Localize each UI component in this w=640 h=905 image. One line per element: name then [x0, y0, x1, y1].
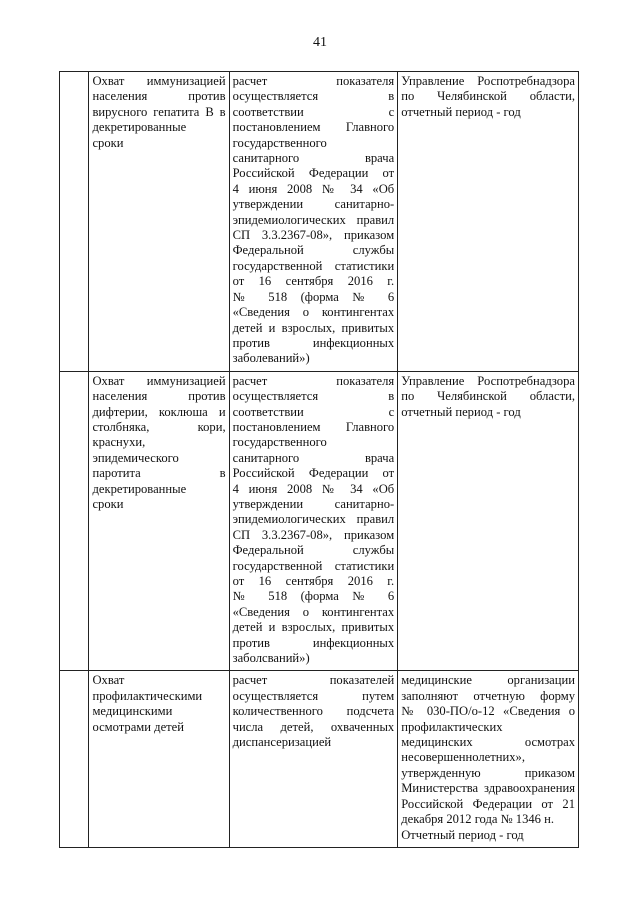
text-line: заполняют отчетную форму	[401, 688, 575, 703]
data-source-cell	[398, 72, 579, 372]
text-line: Федеральной службы	[232, 543, 395, 558]
text-line: соответствии с	[232, 104, 395, 119]
text-line: краснухи,	[92, 435, 146, 450]
text-line: утвержденную приказом	[401, 765, 575, 780]
text-line: № 518 (форма № 6	[232, 589, 395, 604]
text-line: медицинских осмотрах	[401, 735, 575, 750]
row-number-cell	[60, 371, 89, 671]
text-line: диспансеризацией	[232, 735, 332, 750]
text-line: отчетный период - год	[401, 104, 521, 119]
text-line: осуществляется путем	[232, 688, 395, 703]
text-line: СП 3.3.2367-08», приказом	[232, 527, 395, 542]
page-number: 41	[313, 35, 327, 50]
text-line: утверждении санитарно-	[232, 197, 395, 212]
text-line: сроки	[92, 496, 124, 511]
text-line: № 518 (форма № 6	[232, 289, 395, 304]
indicator-name-cell	[89, 671, 229, 847]
text-line: детей и взрослых, привитых	[232, 320, 395, 335]
table-row	[60, 72, 579, 372]
text-line: Управление Роспотребнадзора	[401, 74, 575, 88]
text-line: Управление Роспотребнадзора	[401, 373, 575, 388]
text-line: по Челябинской области,	[401, 89, 575, 104]
text-line: эпидемического	[92, 450, 179, 465]
row-number-cell	[60, 671, 89, 847]
text-line: декретированные	[92, 120, 187, 135]
text-line: числа детей, охваченных	[232, 719, 395, 734]
text-line: от 16 сентября 2016 г.	[232, 574, 395, 588]
text-line: расчет показателя	[232, 373, 395, 388]
text-line: населения против	[92, 389, 226, 404]
text-line: эпидемиологических правил	[232, 212, 395, 227]
text-line: по Челябинской области,	[401, 389, 575, 404]
text-line: медицинские организации	[401, 673, 575, 688]
indicator-name-cell	[89, 371, 229, 671]
text-line: сроки	[92, 135, 124, 150]
text-line: медицинскими	[92, 704, 173, 719]
text-line: паротита в	[92, 466, 226, 481]
text-line: государственной статистики	[232, 258, 395, 273]
text-line: соответствии с	[232, 404, 395, 419]
text-line: санитарного врача	[232, 450, 395, 465]
text-line: Российской Федерации от	[232, 466, 395, 481]
text-line: декабря 2012 года № 1346 н.	[401, 812, 555, 827]
text-line: СП 3.3.2367-08», приказом	[232, 228, 395, 243]
text-line: Министерства здравоохранения	[401, 781, 575, 796]
text-line: декретированные	[92, 481, 187, 496]
text-line: профилактическими	[92, 688, 203, 703]
text-line: осуществляется в	[232, 89, 395, 104]
indicators-table	[59, 71, 579, 848]
text-line: Охват иммунизацией	[92, 373, 226, 388]
text-line: вирусного гепатита В в	[92, 104, 226, 119]
data-source-cell	[398, 371, 579, 671]
text-line: расчет показателей	[232, 673, 395, 688]
row-number-cell	[60, 72, 89, 372]
text-line: столбняка, кори,	[92, 419, 226, 434]
text-line: санитарного врача	[232, 151, 395, 166]
calculation-method-cell	[229, 371, 398, 671]
text-line: осуществляется в	[232, 389, 395, 404]
text-line: расчет показателя	[232, 74, 395, 88]
text-line: профилактических	[401, 719, 503, 734]
text-line: против инфекционных	[232, 635, 395, 650]
indicator-name-cell	[89, 72, 229, 372]
text-line: осмотрами детей	[92, 719, 184, 734]
text-line: эпидемиологических правил	[232, 512, 395, 527]
text-line: 4 июня 2008 № 34 «Об	[232, 481, 395, 496]
text-line: Российской Федерации от	[232, 166, 395, 181]
text-line: Охват иммунизацией	[92, 74, 226, 88]
text-line: от 16 сентября 2016 г.	[232, 274, 395, 289]
text-line: отчетный период - год	[401, 404, 521, 419]
text-line: Охват	[92, 673, 125, 688]
text-line: 4 июня 2008 № 34 «Об	[232, 181, 395, 196]
text-line: заболсваний»)	[232, 651, 310, 666]
text-line: детей и взрослых, привитых	[232, 620, 395, 635]
text-line: несовершеннолетних»,	[401, 750, 525, 765]
text-line: государственного	[232, 135, 327, 150]
text-line: утверждении санитарно-	[232, 496, 395, 511]
text-line: постановлением Главного	[232, 419, 395, 434]
text-line: Отчетный период - год	[401, 827, 524, 842]
text-line: населения против	[92, 89, 226, 104]
text-line: количественного подсчета	[232, 704, 395, 719]
text-line: дифтерии, коклюша и	[92, 404, 226, 419]
text-line: «Сведения о контингентах	[232, 604, 395, 619]
data-source-cell	[398, 671, 579, 847]
text-line: государственной статистики	[232, 558, 395, 573]
text-line: Российской Федерации от 21	[401, 796, 575, 811]
calculation-method-cell	[229, 671, 398, 847]
text-line: Федеральной службы	[232, 243, 395, 258]
calculation-method-cell	[229, 72, 398, 372]
table-row	[60, 671, 579, 847]
text-line: против инфекционных	[232, 335, 395, 350]
text-line: № 030-ПО/о-12 «Сведения о	[401, 704, 575, 719]
text-line: «Сведения о контингентах	[232, 305, 395, 320]
text-line: заболеваний»)	[232, 351, 310, 366]
text-line: постановлением Главного	[232, 120, 395, 135]
table-row	[60, 371, 579, 671]
text-line: государственного	[232, 435, 327, 450]
